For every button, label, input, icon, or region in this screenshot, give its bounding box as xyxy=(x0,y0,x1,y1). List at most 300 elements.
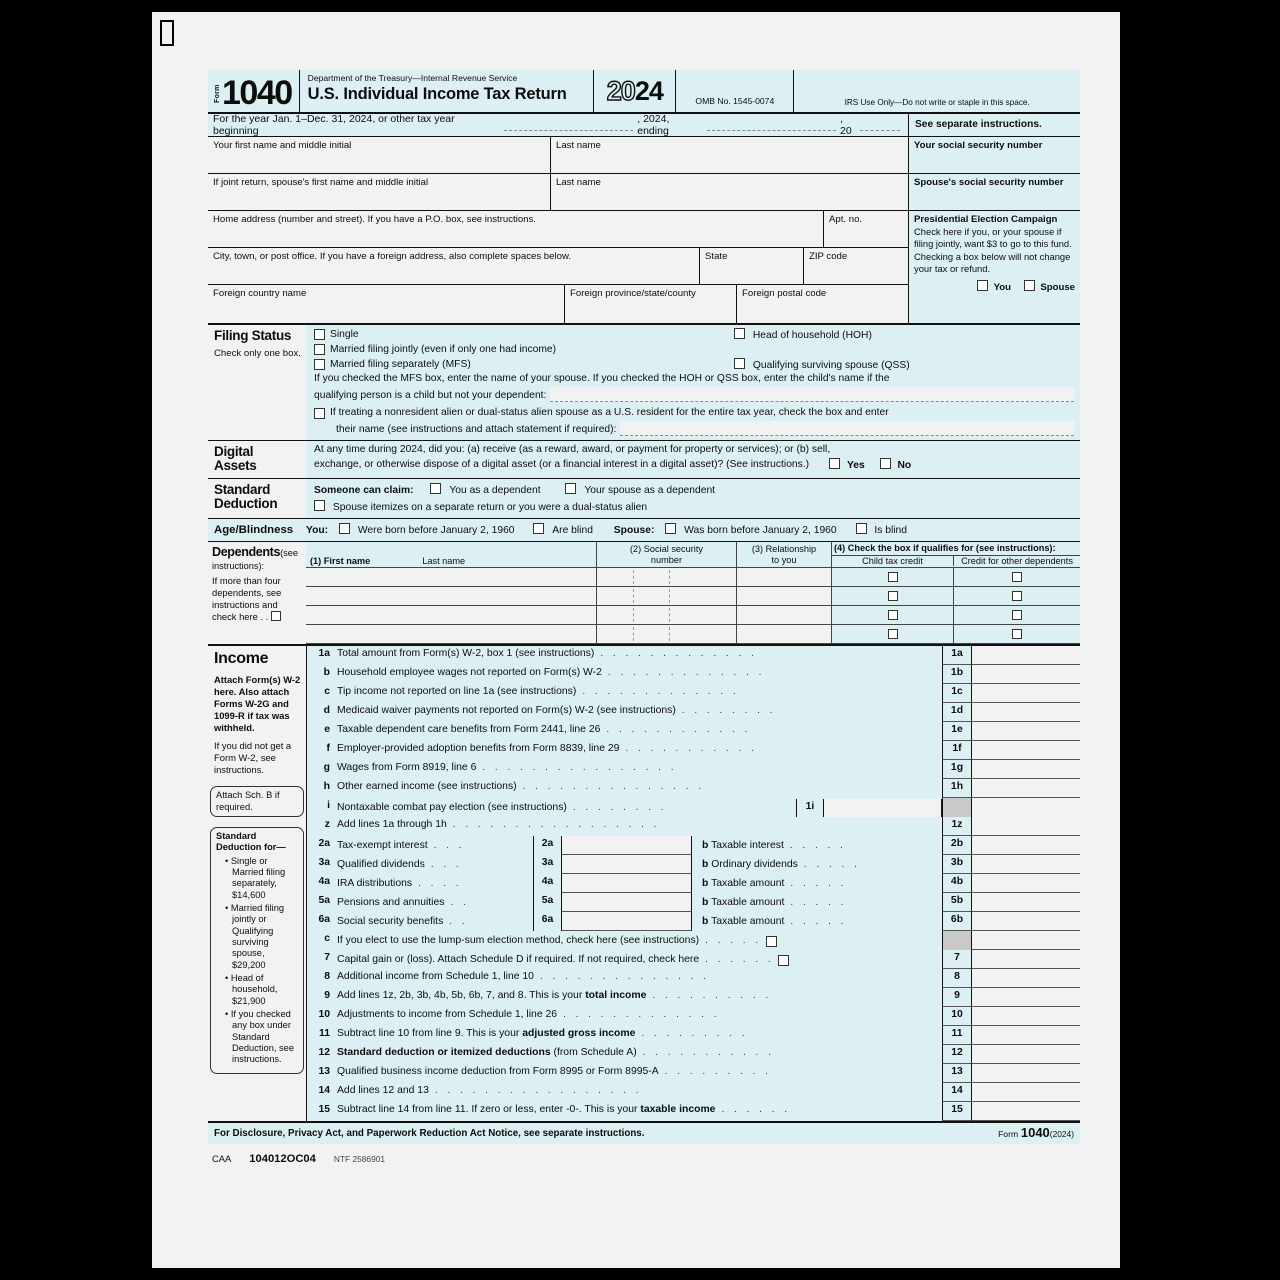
digital-assets-yes-checkbox[interactable] xyxy=(829,458,840,469)
line-letter: 1a xyxy=(318,647,330,659)
omb-number: OMB No. 1545-0074 xyxy=(675,70,793,112)
filing-status-mfj-row xyxy=(314,344,1074,356)
sd-bullet: • Head of household, $21,900 xyxy=(225,972,278,1006)
credit-other-dependents-checkbox[interactable] xyxy=(1012,572,1022,582)
line-text-left: Social security benefits xyxy=(337,916,444,928)
tax-year-begin-input[interactable] xyxy=(504,120,633,131)
line-letter: 5a xyxy=(318,894,330,906)
line-amount-input[interactable] xyxy=(972,912,1080,931)
tax-year-end-label: , 20 xyxy=(840,112,852,137)
line-text: Subtract line 10 from line 9. This is your xyxy=(337,1027,523,1039)
line-text: Capital gain or (loss). Attach Schedule D if required. If not required, check here xyxy=(337,954,700,966)
dependent-relationship-input[interactable] xyxy=(737,568,832,586)
filing-status-title: Filing Status xyxy=(214,328,292,343)
ssn-field[interactable] xyxy=(909,137,1080,174)
sd-bullet: • Married filing jointly or Qualifying surviving spouse, $29,200 xyxy=(225,902,285,970)
dependent-ssn-input[interactable] xyxy=(597,587,737,605)
last-name-field[interactable] xyxy=(551,137,908,173)
apt-no-label: Apt. no. xyxy=(829,214,863,225)
line-text-right: Taxable amount xyxy=(711,916,785,928)
line-number: 9 xyxy=(942,988,972,1007)
leader-dots-right: . . . . . xyxy=(803,859,861,871)
age-blindness-title: Age/Blindness xyxy=(214,523,294,536)
line-number: 4b xyxy=(942,874,972,893)
dependents-header xyxy=(208,542,306,644)
privacy-notice: For Disclosure, Privacy Act, and Paperwork Reduction Act Notice, see separate instructions. xyxy=(214,1127,645,1139)
tax-year-yy-input[interactable] xyxy=(860,120,900,131)
filing-status-name-input[interactable] xyxy=(550,387,1074,402)
line-text: Taxable dependent care benefits from Form 2441, line 26 xyxy=(337,723,601,735)
pec-spouse-checkbox[interactable] xyxy=(1024,280,1035,291)
leader-dots: . . . . . . . . . . . . . xyxy=(607,666,765,678)
line-number: 1a xyxy=(942,646,972,665)
line-amount-input[interactable] xyxy=(972,931,1080,950)
line-amount-input[interactable] xyxy=(972,969,1080,988)
you-born-before-label: Were born before January 2, 1960 xyxy=(357,525,515,537)
dep-col1-first: (1) First name xyxy=(310,556,371,567)
sub-letter-b: b xyxy=(702,840,709,852)
state-field[interactable] xyxy=(700,248,804,284)
foreign-postal-label: Foreign postal code xyxy=(742,288,827,299)
line-amount-input[interactable] xyxy=(972,779,1080,798)
pec-spouse-label: Spouse xyxy=(1040,281,1075,293)
income-line-items xyxy=(307,646,1080,836)
child-tax-credit-checkbox[interactable] xyxy=(888,629,898,639)
dependents-side-note-text: If more than four dependents, see instructions and check here . . xyxy=(212,574,282,623)
filing-status-note-line2: qualifying person is a child but not your dependent: xyxy=(314,390,547,402)
pec-body: Check here if you, or your spouse if filing jointly, want $3 to go to this fund. Checking a box below will not change your tax or refund. xyxy=(914,226,1072,275)
sub-box-label: 2a xyxy=(534,836,562,855)
line-amount-input[interactable] xyxy=(972,893,1080,912)
dependent-name-input[interactable] xyxy=(306,606,597,624)
filing-status-hoh-label: Head of household (HOH) xyxy=(752,329,872,341)
sub-box-input[interactable] xyxy=(562,874,692,893)
line-amount-input[interactable] xyxy=(972,988,1080,1007)
line-letter: 14 xyxy=(318,1084,330,1096)
dependents-side-note xyxy=(212,575,302,624)
income-line-1i xyxy=(307,798,1080,817)
line-letter: 7 xyxy=(324,951,330,963)
dep-col3-a: (3) Relationship xyxy=(751,544,817,555)
line-text: Subtract line 14 from line 11. If zero or less, enter -0-. This is your xyxy=(337,1103,641,1115)
apt-no-field[interactable] xyxy=(824,211,908,247)
filing-status-qss-checkbox[interactable] xyxy=(734,358,745,369)
home-address-label: Home address (number and street). If you have a P.O. box, see instructions. xyxy=(213,214,536,225)
line-letter: c xyxy=(324,932,330,944)
dependents-col2-header xyxy=(597,542,737,567)
line-text: Wages from Form 8919, line 6 xyxy=(337,761,477,773)
line-text-right: Taxable interest xyxy=(711,840,784,852)
income-line-1b xyxy=(307,665,1080,684)
form-title-block xyxy=(299,70,594,112)
leader-dots: . . . . . . . . . . . . . xyxy=(582,685,740,697)
line-amount-input[interactable] xyxy=(972,665,1080,684)
income-line-1d xyxy=(307,703,1080,722)
line-amount-input[interactable] xyxy=(972,646,1080,665)
line-amount-input[interactable] xyxy=(972,1026,1080,1045)
leader-dots: . . . . . . . . . . . . . . . xyxy=(522,780,705,792)
dependent-row xyxy=(306,606,1080,625)
line-amount-input[interactable] xyxy=(972,684,1080,703)
income-line-6c-row xyxy=(307,931,1080,950)
dependent-relationship-input[interactable] xyxy=(737,606,832,624)
line-text: Household employee wages not reported on Form(s) W-2 xyxy=(337,666,602,678)
line-text: Adjustments to income from Schedule 1, line 26 xyxy=(337,1008,558,1020)
line-amount-input[interactable] xyxy=(972,1102,1080,1121)
leader-dots-right: . . . . . xyxy=(790,916,847,928)
dependent-ssn-input[interactable] xyxy=(597,568,737,586)
income-line-2b xyxy=(307,836,1080,855)
dep-col4b-title: Credit for other dependents xyxy=(961,555,1073,566)
dependents-title: Dependents xyxy=(212,545,281,560)
form-page xyxy=(152,12,1120,1268)
department-label: Department of the Treasury—Internal Revenue Service xyxy=(307,73,518,83)
spouse-itemizes-label: Spouse itemizes on a separate return or you were a dual-status alien xyxy=(332,502,648,514)
income-tail-lines xyxy=(307,969,1080,1121)
spouse-blind-label: Is blind xyxy=(874,525,908,537)
first-name-field[interactable] xyxy=(208,137,551,173)
line-text: Medicaid waiver payments not reported on Form(s) W-2 (see instructions) xyxy=(337,704,676,716)
dependent-ssn-input[interactable] xyxy=(597,625,737,643)
line-number: 1e xyxy=(942,722,972,741)
sub-box-input[interactable] xyxy=(562,836,692,855)
line-number-shaded xyxy=(942,798,972,817)
income-line-13 xyxy=(307,1064,1080,1083)
line-letter: d xyxy=(323,704,330,716)
spouse-last-name-label: Last name xyxy=(556,177,601,188)
filing-status-sub: Check only one box. xyxy=(214,348,301,360)
income-line-14 xyxy=(307,1083,1080,1102)
sub-box-input[interactable] xyxy=(562,855,692,874)
income-line-1e xyxy=(307,722,1080,741)
line-amount-input[interactable] xyxy=(972,1064,1080,1083)
income-line-6b xyxy=(307,912,1080,931)
line-letter: 8 xyxy=(324,970,330,982)
child-tax-credit-checkbox[interactable] xyxy=(888,572,898,582)
first-name-label: Your first name and middle initial xyxy=(213,140,352,151)
line-number: 12 xyxy=(942,1045,972,1064)
you-as-dependent-checkbox[interactable] xyxy=(430,483,441,494)
line-letter: 4a xyxy=(318,875,330,887)
dependents-col3-header xyxy=(737,542,832,567)
line-number: 6b xyxy=(942,912,972,931)
child-tax-credit-checkbox[interactable] xyxy=(888,610,898,620)
line-text-right: Taxable amount xyxy=(711,897,785,909)
line-amount-input[interactable] xyxy=(972,722,1080,741)
line-amount-input[interactable] xyxy=(972,741,1080,760)
line-text-bold: total income xyxy=(585,989,647,1001)
line-text-right: Ordinary dividends xyxy=(711,859,798,871)
spouse-last-name-field[interactable] xyxy=(551,174,908,210)
filing-status-single-label: Single xyxy=(330,329,359,340)
income-title: Income xyxy=(214,649,269,667)
line-number: 2b xyxy=(942,836,972,855)
tax-year-end-input[interactable] xyxy=(707,120,836,131)
state-label: State xyxy=(705,251,728,262)
dependents-col4-header xyxy=(832,542,1080,567)
line-number: 1b xyxy=(942,665,972,684)
pec-title: Presidential Election Campaign xyxy=(914,214,1058,225)
line-letter: h xyxy=(323,780,330,792)
spouse-first-name-label: If joint return, spouse's first name and middle initial xyxy=(213,177,429,188)
leader-dots: . . . . . . . . . . . . . . . . . xyxy=(452,818,660,830)
you-born-before-checkbox[interactable] xyxy=(339,523,350,534)
spouse-as-dependent-checkbox[interactable] xyxy=(565,483,576,494)
dependent-name-input[interactable] xyxy=(306,568,597,586)
dep-col1-last: Last name xyxy=(422,556,466,567)
filing-status-single-row xyxy=(314,329,1074,341)
age-blindness-spouse-label: Spouse: xyxy=(613,525,655,537)
leader-dots: . . . . . . . . . . . . . . . . . xyxy=(434,1084,643,1096)
line-text-bold: Standard deduction or itemized deductions xyxy=(337,1046,551,1058)
line-letter: f xyxy=(326,742,330,754)
credit-other-dependents-checkbox[interactable] xyxy=(1012,591,1022,601)
digital-assets-section xyxy=(208,441,1080,478)
line-letter: b xyxy=(323,666,330,678)
foreign-province-label: Foreign province/state/county xyxy=(570,288,696,299)
line-amount-input[interactable] xyxy=(972,817,1080,836)
line-number: 8 xyxy=(942,969,972,988)
dependent-name-input[interactable] xyxy=(306,625,597,643)
sub-box-input[interactable] xyxy=(562,912,692,931)
sub-box-label: 3a xyxy=(534,855,562,874)
ssn-pec-column xyxy=(908,137,1080,323)
age-blindness-section xyxy=(208,519,1080,542)
standard-deduction-title-1: Standard xyxy=(214,481,271,497)
lump-sum-election-checkbox[interactable] xyxy=(766,936,777,947)
pec-you-label: You xyxy=(993,281,1011,293)
line-text-bold: taxable income xyxy=(640,1103,716,1115)
spouse-as-dependent-label: Your spouse as a dependent xyxy=(584,484,716,496)
line-text: Add lines 1a through 1h xyxy=(337,818,447,830)
digital-assets-question-line1: At any time during 2024, did you: (a) receive (as a reward, award, or payment for property or services); or (b) sell, xyxy=(314,444,831,456)
line-letter: 2a xyxy=(318,837,330,849)
line-amount-input[interactable] xyxy=(972,703,1080,722)
line-amount-input[interactable] xyxy=(972,798,1080,817)
digital-assets-yes-label: Yes xyxy=(846,460,865,472)
dependents-col1-header xyxy=(306,542,597,567)
income-line-1g xyxy=(307,760,1080,779)
income-line-8 xyxy=(307,969,1080,988)
form-masthead xyxy=(208,70,1080,114)
foreign-postal-field[interactable] xyxy=(737,285,908,323)
dependents-table-wrap xyxy=(306,542,1080,644)
dependent-relationship-input[interactable] xyxy=(737,625,832,643)
digital-assets-question-line2: exchange, or otherwise dispose of a digital asset (or a financial interest in a digital asset)? (See instructions.) xyxy=(314,459,810,471)
line-amount-input[interactable] xyxy=(972,760,1080,779)
line-number: 5b xyxy=(942,893,972,912)
income-line-5b xyxy=(307,893,1080,912)
line-amount-input[interactable] xyxy=(972,836,1080,855)
income-section xyxy=(208,646,1080,1121)
line-number: 1h xyxy=(942,779,972,798)
standard-deduction-body xyxy=(306,479,1080,519)
line-number: 1d xyxy=(942,703,972,722)
line-number: 14 xyxy=(942,1083,972,1102)
line-letter: 9 xyxy=(324,989,330,1001)
line-text-right: Taxable amount xyxy=(711,878,785,890)
income-line-15 xyxy=(307,1102,1080,1121)
income-line-9 xyxy=(307,988,1080,1007)
leader-dots: . . . . . . . . . xyxy=(664,1065,772,1077)
sub-letter-b: b xyxy=(702,897,709,909)
dependent-relationship-input[interactable] xyxy=(737,587,832,605)
credit-other-dependents-checkbox[interactable] xyxy=(1012,629,1022,639)
foreign-province-field[interactable] xyxy=(565,285,737,323)
leader-dots: . . . . . . . . xyxy=(572,802,668,814)
line-number: 1g xyxy=(942,760,972,779)
leader-dots: . . . . . . . . . . . . . . xyxy=(539,970,710,982)
child-tax-credit-checkbox[interactable] xyxy=(888,591,898,601)
line-number: 10 xyxy=(942,1007,972,1026)
someone-can-claim-label: Someone can claim: xyxy=(314,484,414,496)
tax-year-line-label: For the year Jan. 1–Dec. 31, 2024, or other tax year beginning xyxy=(213,112,455,137)
income-line-1a xyxy=(307,646,1080,665)
spouse-born-before-checkbox[interactable] xyxy=(665,523,676,534)
line-amount-input[interactable] xyxy=(972,874,1080,893)
line-text: (from Schedule A) xyxy=(550,1046,637,1058)
line-amount-input[interactable] xyxy=(972,1007,1080,1026)
line-text: Employer-provided adoption benefits from Form 8839, line 29 xyxy=(337,742,620,754)
dependents-see-instructions: (see instructions): xyxy=(212,548,298,571)
income-line-10 xyxy=(307,1007,1080,1026)
line-1i-input[interactable] xyxy=(824,799,942,817)
digital-assets-no-checkbox[interactable] xyxy=(880,458,891,469)
filing-status-section xyxy=(208,323,1080,441)
leader-dots: . . . . . . . . . . . . xyxy=(606,723,751,735)
tax-year-badge xyxy=(593,70,675,112)
more-than-four-dependents-checkbox[interactable] xyxy=(271,611,281,621)
line-text-left: IRA distributions xyxy=(337,878,413,890)
line-letter: z xyxy=(324,818,330,830)
spouse-blind-checkbox[interactable] xyxy=(856,523,867,534)
income-line-1f xyxy=(307,741,1080,760)
attach-sch-b-text: Attach Sch. B if required. xyxy=(216,790,280,812)
leader-dots: . . . . . . . . . . xyxy=(652,989,772,1001)
dependent-ssn-input[interactable] xyxy=(597,606,737,624)
you-blind-checkbox[interactable] xyxy=(533,523,544,534)
dep-col2-a: (2) Social security xyxy=(629,544,703,555)
line-text-left: Pensions and annuities xyxy=(337,897,445,909)
filing-status-header xyxy=(208,325,306,440)
line-number: 7 xyxy=(942,950,972,969)
line-letter: c xyxy=(324,685,330,697)
line-number: 1c xyxy=(942,684,972,703)
spouse-first-name-field[interactable] xyxy=(208,174,551,210)
income-side-note-2: If you did not get a Form W-2, see instructions. xyxy=(214,740,292,776)
filing-status-mfs-checkbox[interactable] xyxy=(314,359,325,370)
line-amount-input[interactable] xyxy=(972,950,1080,969)
pec-you-checkbox[interactable] xyxy=(977,280,988,291)
income-line-11 xyxy=(307,1026,1080,1045)
footer-form-number: 1040 xyxy=(1020,1124,1050,1140)
line-amount-input[interactable] xyxy=(972,1083,1080,1102)
year-suffix: 24 xyxy=(634,75,663,106)
leader-dots-left: . . xyxy=(450,897,470,909)
nonresident-alien-label-2: their name (see instructions and attach statement if required): xyxy=(336,424,617,436)
dependents-rows xyxy=(306,568,1080,644)
dependent-name-input[interactable] xyxy=(306,587,597,605)
income-line-7 xyxy=(307,950,1080,969)
city-field[interactable] xyxy=(208,248,700,284)
home-address-field[interactable] xyxy=(208,211,824,247)
filing-status-mfs-row xyxy=(314,359,1074,371)
digital-assets-no-label: No xyxy=(897,460,912,472)
sd-bullet-list xyxy=(216,856,298,1066)
line-text: If you elect to use the lump-sum election method, check here (see instructions) xyxy=(337,935,700,947)
zip-field[interactable] xyxy=(804,248,908,284)
form-number-1040: 1040 xyxy=(222,74,292,112)
filing-status-body xyxy=(306,325,1080,440)
dependents-section xyxy=(208,542,1080,646)
digital-assets-title-2: Assets xyxy=(214,458,257,474)
nonresident-alien-checkbox[interactable] xyxy=(314,408,325,419)
line-number: 1z xyxy=(942,817,972,836)
income-line-7-row xyxy=(307,950,1080,969)
registration-mark xyxy=(160,20,174,46)
line-letter: 15 xyxy=(318,1103,330,1115)
ntf-number: 2586901 xyxy=(352,1153,386,1164)
spouse-ssn-label: Spouse's social security number xyxy=(914,177,1064,188)
line-letter: 11 xyxy=(319,1027,330,1039)
income-line-12 xyxy=(307,1045,1080,1064)
see-separate-instructions: See separate instructions. xyxy=(915,119,1042,131)
filing-status-single-checkbox[interactable] xyxy=(314,329,325,340)
nonresident-alien-label-1: If treating a nonresident alien or dual-status alien spouse as a U.S. resident for the entire tax year, check the box and enter xyxy=(330,407,889,419)
nonresident-alien-name-input[interactable] xyxy=(620,421,1074,436)
leader-dots: . . . . . . . . . . . . . xyxy=(600,647,758,659)
line-number: 13 xyxy=(942,1064,972,1083)
line-text: Tip income not reported on line 1a (see instructions) xyxy=(337,685,577,697)
line-text-bold: adjusted gross income xyxy=(522,1027,636,1039)
filing-status-mfj-checkbox[interactable] xyxy=(314,344,325,355)
leader-dots: . . . . . . . . . xyxy=(641,1027,749,1039)
dep-col4a-title: Child tax credit xyxy=(832,556,954,567)
leader-dots: . . . . . . . . xyxy=(681,704,776,716)
spouse-itemizes-checkbox[interactable] xyxy=(314,500,325,511)
line-letter: 12 xyxy=(318,1046,330,1058)
footer-form-label: Form xyxy=(998,1128,1019,1139)
ssn-label: Your social security number xyxy=(914,140,1043,151)
credit-other-dependents-checkbox[interactable] xyxy=(1012,610,1022,620)
year-prefix: 20 xyxy=(606,75,635,106)
leader-dots-left: . . . xyxy=(433,840,466,852)
line-amount-input[interactable] xyxy=(972,855,1080,874)
capital-gain-checkbox[interactable] xyxy=(778,955,789,966)
sub-box-label: 6a xyxy=(534,912,562,931)
caa-label: CAA xyxy=(212,1152,232,1164)
presidential-election-campaign xyxy=(909,211,1080,323)
foreign-country-field[interactable] xyxy=(208,285,565,323)
form-word-label: Form xyxy=(213,84,221,103)
form-title: U.S. Individual Income Tax Return xyxy=(307,84,567,103)
attach-sch-b-box xyxy=(210,786,304,817)
filing-status-note-line1: If you checked the MFS box, enter the name of your spouse. If you checked the HOH or QSS box, enter the child's name if the xyxy=(314,373,890,385)
footer-form-id xyxy=(998,1126,1074,1141)
sub-box-label: 5a xyxy=(534,893,562,912)
income-line-1h xyxy=(307,779,1080,798)
you-as-dependent-label: You as a dependent xyxy=(449,484,541,496)
leader-dots: . . . . . . . . . . . xyxy=(625,742,758,754)
line-letter: 3a xyxy=(318,856,330,868)
leader-dots: . . . . . . xyxy=(721,1103,791,1115)
standard-deduction-amounts-box xyxy=(210,827,304,1074)
sub-box-input[interactable] xyxy=(562,893,692,912)
dependent-row xyxy=(306,625,1080,644)
line-amount-input[interactable] xyxy=(972,1045,1080,1064)
filing-status-hoh-checkbox[interactable] xyxy=(734,328,745,339)
spouse-ssn-field[interactable] xyxy=(909,174,1080,211)
